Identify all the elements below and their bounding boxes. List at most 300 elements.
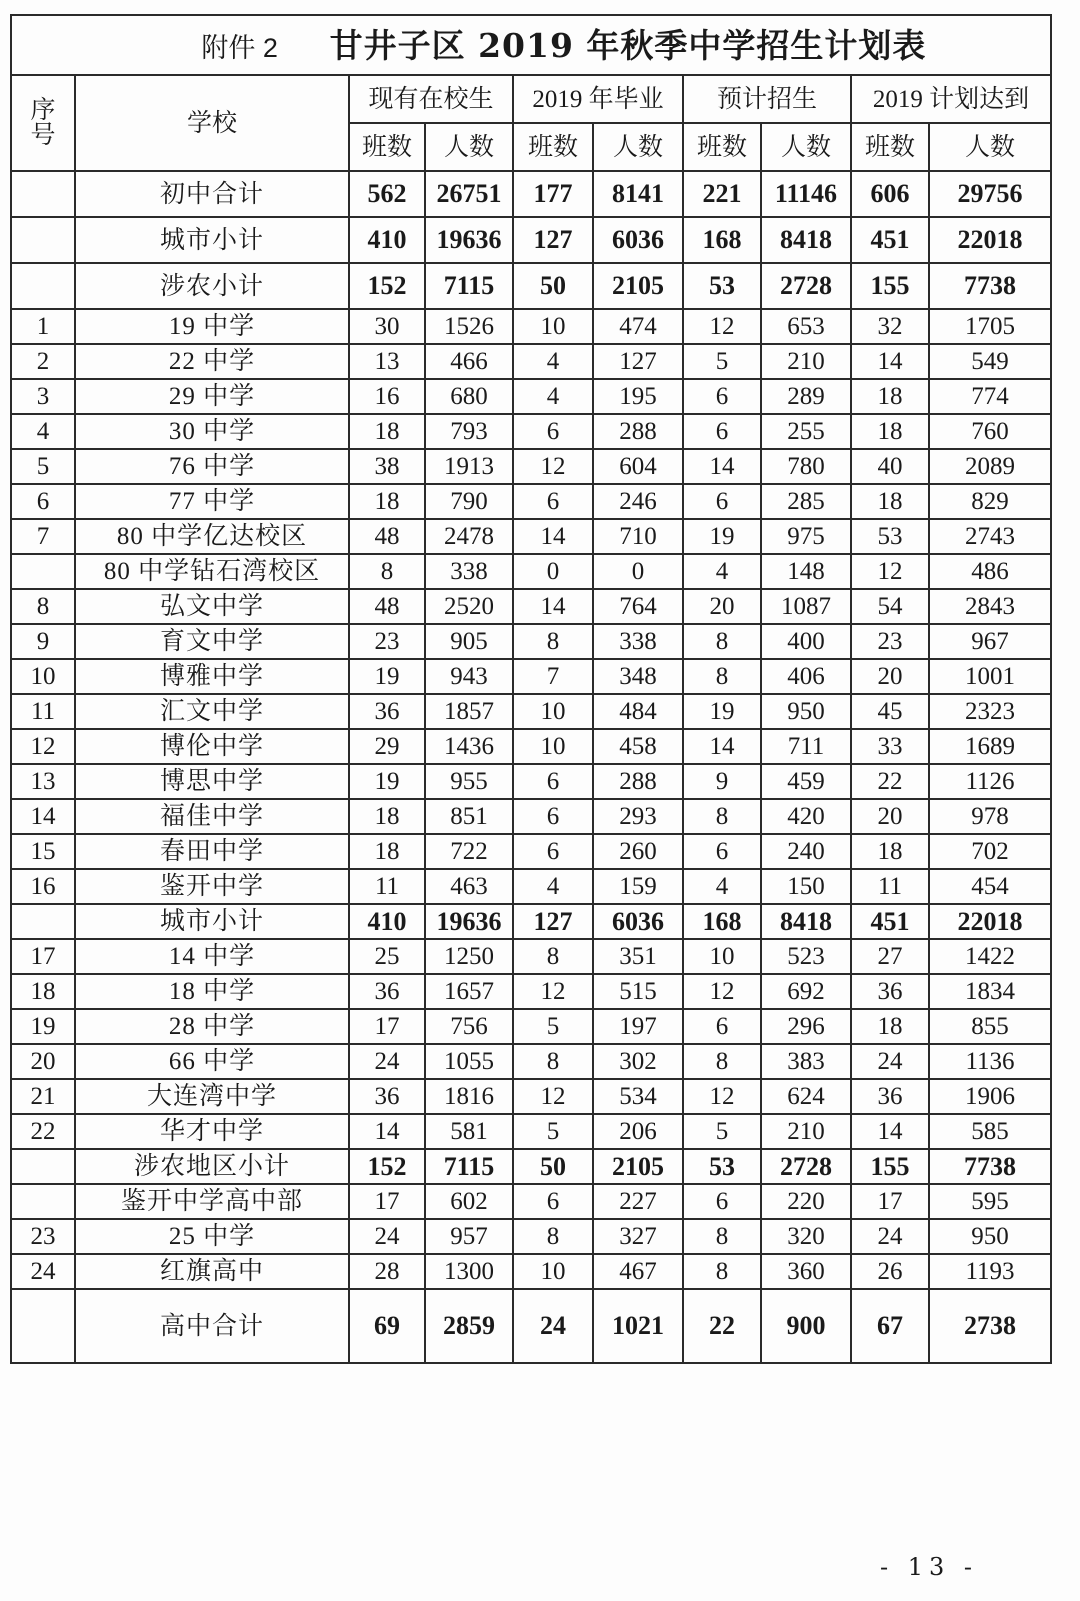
school-name-cell: 大连湾中学 xyxy=(75,1079,349,1114)
value-cell: 8 xyxy=(513,1219,593,1254)
value-cell: 6 xyxy=(683,414,761,449)
value-cell: 338 xyxy=(593,624,683,659)
seq-cell: 10 xyxy=(11,659,75,694)
value-cell: 17 xyxy=(349,1184,425,1219)
header-sub: 班数 xyxy=(683,123,761,171)
seq-cell: 5 xyxy=(11,449,75,484)
value-cell: 348 xyxy=(593,659,683,694)
value-cell: 1913 xyxy=(425,449,513,484)
value-cell: 16 xyxy=(349,379,425,414)
value-cell: 10 xyxy=(683,939,761,974)
value-cell: 451 xyxy=(851,217,929,263)
value-cell: 17 xyxy=(851,1184,929,1219)
value-cell: 534 xyxy=(593,1079,683,1114)
value-cell: 8 xyxy=(683,659,761,694)
value-cell: 18 xyxy=(851,1009,929,1044)
value-cell: 69 xyxy=(349,1289,425,1363)
value-cell: 8418 xyxy=(761,904,851,939)
value-cell: 320 xyxy=(761,1219,851,1254)
value-cell: 756 xyxy=(425,1009,513,1044)
value-cell: 127 xyxy=(513,217,593,263)
school-name-cell: 弘文中学 xyxy=(75,589,349,624)
value-cell: 6 xyxy=(683,1184,761,1219)
value-cell: 410 xyxy=(349,904,425,939)
seq-cell xyxy=(11,1184,75,1219)
value-cell: 53 xyxy=(683,263,761,309)
value-cell: 967 xyxy=(929,624,1051,659)
value-cell: 459 xyxy=(761,764,851,799)
value-cell: 18 xyxy=(349,834,425,869)
value-cell: 296 xyxy=(761,1009,851,1044)
value-cell: 12 xyxy=(683,974,761,1009)
school-name-cell: 博思中学 xyxy=(75,764,349,799)
value-cell: 221 xyxy=(683,171,761,217)
seq-cell xyxy=(11,217,75,263)
value-cell: 1906 xyxy=(929,1079,1051,1114)
value-cell: 127 xyxy=(593,344,683,379)
value-cell: 4 xyxy=(513,379,593,414)
value-cell: 6 xyxy=(513,484,593,519)
seq-cell: 23 xyxy=(11,1219,75,1254)
value-cell: 486 xyxy=(929,554,1051,589)
value-cell: 2323 xyxy=(929,694,1051,729)
school-name-cell: 76 中学 xyxy=(75,449,349,484)
page-title: 甘井子区 2019 年秋季中学招生计划表 xyxy=(329,25,927,65)
value-cell: 6 xyxy=(513,414,593,449)
value-cell: 18 xyxy=(851,414,929,449)
value-cell: 6 xyxy=(513,799,593,834)
header-group-graduate: 2019 年毕业 xyxy=(513,75,683,123)
school-name-cell: 25 中学 xyxy=(75,1219,349,1254)
value-cell: 1657 xyxy=(425,974,513,1009)
seq-cell xyxy=(11,904,75,939)
value-cell: 400 xyxy=(761,624,851,659)
school-name-cell: 14 中学 xyxy=(75,939,349,974)
table-row xyxy=(11,694,1051,729)
value-cell: 48 xyxy=(349,519,425,554)
school-name-cell: 高中合计 xyxy=(75,1289,349,1363)
school-name-cell: 22 中学 xyxy=(75,344,349,379)
value-cell: 12 xyxy=(513,1079,593,1114)
table-row xyxy=(11,659,1051,694)
value-cell: 653 xyxy=(761,309,851,344)
value-cell: 7115 xyxy=(425,263,513,309)
value-cell: 45 xyxy=(851,694,929,729)
value-cell: 1021 xyxy=(593,1289,683,1363)
value-cell: 18 xyxy=(851,834,929,869)
header-sub: 人数 xyxy=(593,123,683,171)
school-name-cell: 城市小计 xyxy=(75,904,349,939)
value-cell: 602 xyxy=(425,1184,513,1219)
table-row xyxy=(11,1149,1051,1184)
value-cell: 943 xyxy=(425,659,513,694)
value-cell: 14 xyxy=(683,449,761,484)
value-cell: 383 xyxy=(761,1044,851,1079)
value-cell: 27 xyxy=(851,939,929,974)
value-cell: 152 xyxy=(349,263,425,309)
value-cell: 28 xyxy=(349,1254,425,1289)
value-cell: 18 xyxy=(851,484,929,519)
value-cell: 36 xyxy=(349,974,425,1009)
table-row xyxy=(11,869,1051,904)
value-cell: 32 xyxy=(851,309,929,344)
school-name-cell: 涉农地区小计 xyxy=(75,1149,349,1184)
value-cell: 711 xyxy=(761,729,851,764)
value-cell: 1436 xyxy=(425,729,513,764)
table-row xyxy=(11,764,1051,799)
value-cell: 410 xyxy=(349,217,425,263)
seq-cell: 1 xyxy=(11,309,75,344)
table-row xyxy=(11,834,1051,869)
value-cell: 1526 xyxy=(425,309,513,344)
value-cell: 23 xyxy=(851,624,929,659)
value-cell: 12 xyxy=(851,554,929,589)
value-cell: 360 xyxy=(761,1254,851,1289)
value-cell: 168 xyxy=(683,217,761,263)
seq-cell: 9 xyxy=(11,624,75,659)
value-cell: 36 xyxy=(349,694,425,729)
value-cell: 10 xyxy=(513,729,593,764)
header-sub: 人数 xyxy=(761,123,851,171)
value-cell: 8 xyxy=(513,1044,593,1079)
value-cell: 288 xyxy=(593,764,683,799)
value-cell: 14 xyxy=(513,519,593,554)
seq-cell: 6 xyxy=(11,484,75,519)
value-cell: 4 xyxy=(513,344,593,379)
school-name-cell: 初中合计 xyxy=(75,171,349,217)
value-cell: 285 xyxy=(761,484,851,519)
value-cell: 36 xyxy=(851,974,929,1009)
value-cell: 1250 xyxy=(425,939,513,974)
value-cell: 8 xyxy=(683,1219,761,1254)
value-cell: 22018 xyxy=(929,217,1051,263)
value-cell: 5 xyxy=(513,1114,593,1149)
value-cell: 38 xyxy=(349,449,425,484)
value-cell: 905 xyxy=(425,624,513,659)
value-cell: 793 xyxy=(425,414,513,449)
value-cell: 790 xyxy=(425,484,513,519)
value-cell: 40 xyxy=(851,449,929,484)
value-cell: 240 xyxy=(761,834,851,869)
value-cell: 26751 xyxy=(425,171,513,217)
table-row xyxy=(11,1009,1051,1044)
value-cell: 25 xyxy=(349,939,425,974)
value-cell: 549 xyxy=(929,344,1051,379)
value-cell: 6 xyxy=(683,379,761,414)
value-cell: 8418 xyxy=(761,217,851,263)
school-name-cell: 66 中学 xyxy=(75,1044,349,1079)
school-name-cell: 29 中学 xyxy=(75,379,349,414)
value-cell: 10 xyxy=(513,694,593,729)
school-name-cell: 福佳中学 xyxy=(75,799,349,834)
value-cell: 14 xyxy=(513,589,593,624)
value-cell: 2743 xyxy=(929,519,1051,554)
value-cell: 24 xyxy=(513,1289,593,1363)
value-cell: 6 xyxy=(683,1009,761,1044)
table-row xyxy=(11,344,1051,379)
value-cell: 289 xyxy=(761,379,851,414)
value-cell: 22018 xyxy=(929,904,1051,939)
value-cell: 18 xyxy=(349,484,425,519)
value-cell: 1857 xyxy=(425,694,513,729)
value-cell: 20 xyxy=(851,659,929,694)
table-row xyxy=(11,1079,1051,1114)
school-name-cell: 28 中学 xyxy=(75,1009,349,1044)
table-row xyxy=(11,449,1051,484)
value-cell: 8141 xyxy=(593,171,683,217)
value-cell: 33 xyxy=(851,729,929,764)
seq-cell: 19 xyxy=(11,1009,75,1044)
value-cell: 18 xyxy=(349,799,425,834)
value-cell: 22 xyxy=(851,764,929,799)
seq-cell xyxy=(11,171,75,217)
seq-cell: 7 xyxy=(11,519,75,554)
value-cell: 12 xyxy=(683,1079,761,1114)
value-cell: 30 xyxy=(349,309,425,344)
value-cell: 955 xyxy=(425,764,513,799)
value-cell: 606 xyxy=(851,171,929,217)
table-row xyxy=(11,217,1051,263)
value-cell: 67 xyxy=(851,1289,929,1363)
value-cell: 338 xyxy=(425,554,513,589)
value-cell: 1087 xyxy=(761,589,851,624)
attachment-label: 附件 2 xyxy=(201,32,278,63)
value-cell: 260 xyxy=(593,834,683,869)
header-group-enroll: 预计招生 xyxy=(683,75,851,123)
value-cell: 1816 xyxy=(425,1079,513,1114)
seq-cell: 11 xyxy=(11,694,75,729)
seq-cell: 18 xyxy=(11,974,75,1009)
value-cell: 1705 xyxy=(929,309,1051,344)
value-cell: 680 xyxy=(425,379,513,414)
value-cell: 604 xyxy=(593,449,683,484)
value-cell: 692 xyxy=(761,974,851,1009)
value-cell: 220 xyxy=(761,1184,851,1219)
value-cell: 7115 xyxy=(425,1149,513,1184)
seq-cell: 12 xyxy=(11,729,75,764)
value-cell: 26 xyxy=(851,1254,929,1289)
value-cell: 774 xyxy=(929,379,1051,414)
value-cell: 0 xyxy=(593,554,683,589)
value-cell: 195 xyxy=(593,379,683,414)
value-cell: 466 xyxy=(425,344,513,379)
table-row xyxy=(11,974,1051,1009)
school-name-cell: 城市小计 xyxy=(75,217,349,263)
seq-cell: 20 xyxy=(11,1044,75,1079)
value-cell: 327 xyxy=(593,1219,683,1254)
value-cell: 6036 xyxy=(593,904,683,939)
header-school: 学校 xyxy=(75,75,349,171)
value-cell: 1834 xyxy=(929,974,1051,1009)
value-cell: 24 xyxy=(851,1044,929,1079)
seq-cell: 21 xyxy=(11,1079,75,1114)
school-name-cell: 鉴开中学 xyxy=(75,869,349,904)
value-cell: 13 xyxy=(349,344,425,379)
table-row xyxy=(11,554,1051,589)
value-cell: 2738 xyxy=(929,1289,1051,1363)
table-row xyxy=(11,729,1051,764)
header-sub: 班数 xyxy=(349,123,425,171)
value-cell: 515 xyxy=(593,974,683,1009)
value-cell: 12 xyxy=(683,309,761,344)
school-name-cell: 汇文中学 xyxy=(75,694,349,729)
value-cell: 302 xyxy=(593,1044,683,1079)
value-cell: 5 xyxy=(683,1114,761,1149)
value-cell: 6 xyxy=(683,834,761,869)
table-row xyxy=(11,171,1051,217)
value-cell: 12 xyxy=(513,449,593,484)
value-cell: 20 xyxy=(683,589,761,624)
value-cell: 8 xyxy=(513,624,593,659)
value-cell: 2089 xyxy=(929,449,1051,484)
value-cell: 710 xyxy=(593,519,683,554)
value-cell: 2105 xyxy=(593,263,683,309)
value-cell: 10 xyxy=(513,1254,593,1289)
value-cell: 957 xyxy=(425,1219,513,1254)
value-cell: 975 xyxy=(761,519,851,554)
value-cell: 454 xyxy=(929,869,1051,904)
value-cell: 177 xyxy=(513,171,593,217)
value-cell: 6 xyxy=(683,484,761,519)
value-cell: 8 xyxy=(683,799,761,834)
value-cell: 4 xyxy=(683,869,761,904)
enrollment-plan-table xyxy=(10,14,1052,1364)
value-cell: 8 xyxy=(683,624,761,659)
school-name-cell: 80 中学亿达校区 xyxy=(75,519,349,554)
value-cell: 1422 xyxy=(929,939,1051,974)
value-cell: 900 xyxy=(761,1289,851,1363)
value-cell: 6 xyxy=(513,834,593,869)
value-cell: 18 xyxy=(349,414,425,449)
seq-cell xyxy=(11,1149,75,1184)
value-cell: 29756 xyxy=(929,171,1051,217)
value-cell: 760 xyxy=(929,414,1051,449)
value-cell: 53 xyxy=(851,519,929,554)
value-cell: 458 xyxy=(593,729,683,764)
value-cell: 8 xyxy=(513,939,593,974)
seq-cell: 3 xyxy=(11,379,75,414)
value-cell: 2728 xyxy=(761,1149,851,1184)
value-cell: 127 xyxy=(513,904,593,939)
value-cell: 467 xyxy=(593,1254,683,1289)
value-cell: 18 xyxy=(851,379,929,414)
value-cell: 19 xyxy=(683,519,761,554)
value-cell: 148 xyxy=(761,554,851,589)
table-row xyxy=(11,1289,1051,1363)
value-cell: 523 xyxy=(761,939,851,974)
value-cell: 19636 xyxy=(425,904,513,939)
seq-cell: 15 xyxy=(11,834,75,869)
value-cell: 23 xyxy=(349,624,425,659)
value-cell: 14 xyxy=(349,1114,425,1149)
seq-cell xyxy=(11,554,75,589)
value-cell: 8 xyxy=(683,1044,761,1079)
school-name-cell: 鉴开中学高中部 xyxy=(75,1184,349,1219)
table-row xyxy=(11,484,1051,519)
value-cell: 1001 xyxy=(929,659,1051,694)
value-cell: 12 xyxy=(513,974,593,1009)
value-cell: 19 xyxy=(349,659,425,694)
value-cell: 288 xyxy=(593,414,683,449)
value-cell: 293 xyxy=(593,799,683,834)
value-cell: 11 xyxy=(349,869,425,904)
value-cell: 764 xyxy=(593,589,683,624)
value-cell: 1055 xyxy=(425,1044,513,1079)
header-sub: 人数 xyxy=(929,123,1051,171)
page-number: - 13 - xyxy=(880,1553,979,1581)
school-name-cell: 77 中学 xyxy=(75,484,349,519)
value-cell: 406 xyxy=(761,659,851,694)
school-name-cell: 华才中学 xyxy=(75,1114,349,1149)
value-cell: 8 xyxy=(683,1254,761,1289)
value-cell: 53 xyxy=(683,1149,761,1184)
value-cell: 210 xyxy=(761,1114,851,1149)
value-cell: 50 xyxy=(513,263,593,309)
value-cell: 159 xyxy=(593,869,683,904)
header-group-current: 现有在校生 xyxy=(349,75,513,123)
value-cell: 246 xyxy=(593,484,683,519)
value-cell: 36 xyxy=(851,1079,929,1114)
value-cell: 29 xyxy=(349,729,425,764)
school-name-cell: 红旗高中 xyxy=(75,1254,349,1289)
value-cell: 581 xyxy=(425,1114,513,1149)
table-row xyxy=(11,1044,1051,1079)
value-cell: 36 xyxy=(349,1079,425,1114)
value-cell: 24 xyxy=(349,1219,425,1254)
value-cell: 829 xyxy=(929,484,1051,519)
table-row xyxy=(11,379,1051,414)
value-cell: 1193 xyxy=(929,1254,1051,1289)
seq-cell: 17 xyxy=(11,939,75,974)
title-cell xyxy=(11,15,1051,75)
value-cell: 722 xyxy=(425,834,513,869)
seq-cell: 2 xyxy=(11,344,75,379)
seq-cell: 24 xyxy=(11,1254,75,1289)
value-cell: 227 xyxy=(593,1184,683,1219)
value-cell: 5 xyxy=(513,1009,593,1044)
table-row xyxy=(11,1184,1051,1219)
value-cell: 155 xyxy=(851,1149,929,1184)
value-cell: 851 xyxy=(425,799,513,834)
seq-cell: 8 xyxy=(11,589,75,624)
value-cell: 24 xyxy=(349,1044,425,1079)
value-cell: 11146 xyxy=(761,171,851,217)
value-cell: 168 xyxy=(683,904,761,939)
header-seq: 序 号 xyxy=(11,75,75,171)
value-cell: 463 xyxy=(425,869,513,904)
value-cell: 484 xyxy=(593,694,683,729)
school-name-cell: 博伦中学 xyxy=(75,729,349,764)
value-cell: 11 xyxy=(851,869,929,904)
school-name-cell: 18 中学 xyxy=(75,974,349,1009)
school-name-cell: 春田中学 xyxy=(75,834,349,869)
table-row xyxy=(11,263,1051,309)
value-cell: 152 xyxy=(349,1149,425,1184)
value-cell: 197 xyxy=(593,1009,683,1044)
table-row xyxy=(11,904,1051,939)
value-cell: 624 xyxy=(761,1079,851,1114)
seq-cell xyxy=(11,263,75,309)
value-cell: 7738 xyxy=(929,1149,1051,1184)
seq-cell: 4 xyxy=(11,414,75,449)
seq-cell: 13 xyxy=(11,764,75,799)
value-cell: 474 xyxy=(593,309,683,344)
value-cell: 950 xyxy=(929,1219,1051,1254)
value-cell: 255 xyxy=(761,414,851,449)
table-row xyxy=(11,309,1051,344)
value-cell: 2859 xyxy=(425,1289,513,1363)
value-cell: 6 xyxy=(513,764,593,799)
